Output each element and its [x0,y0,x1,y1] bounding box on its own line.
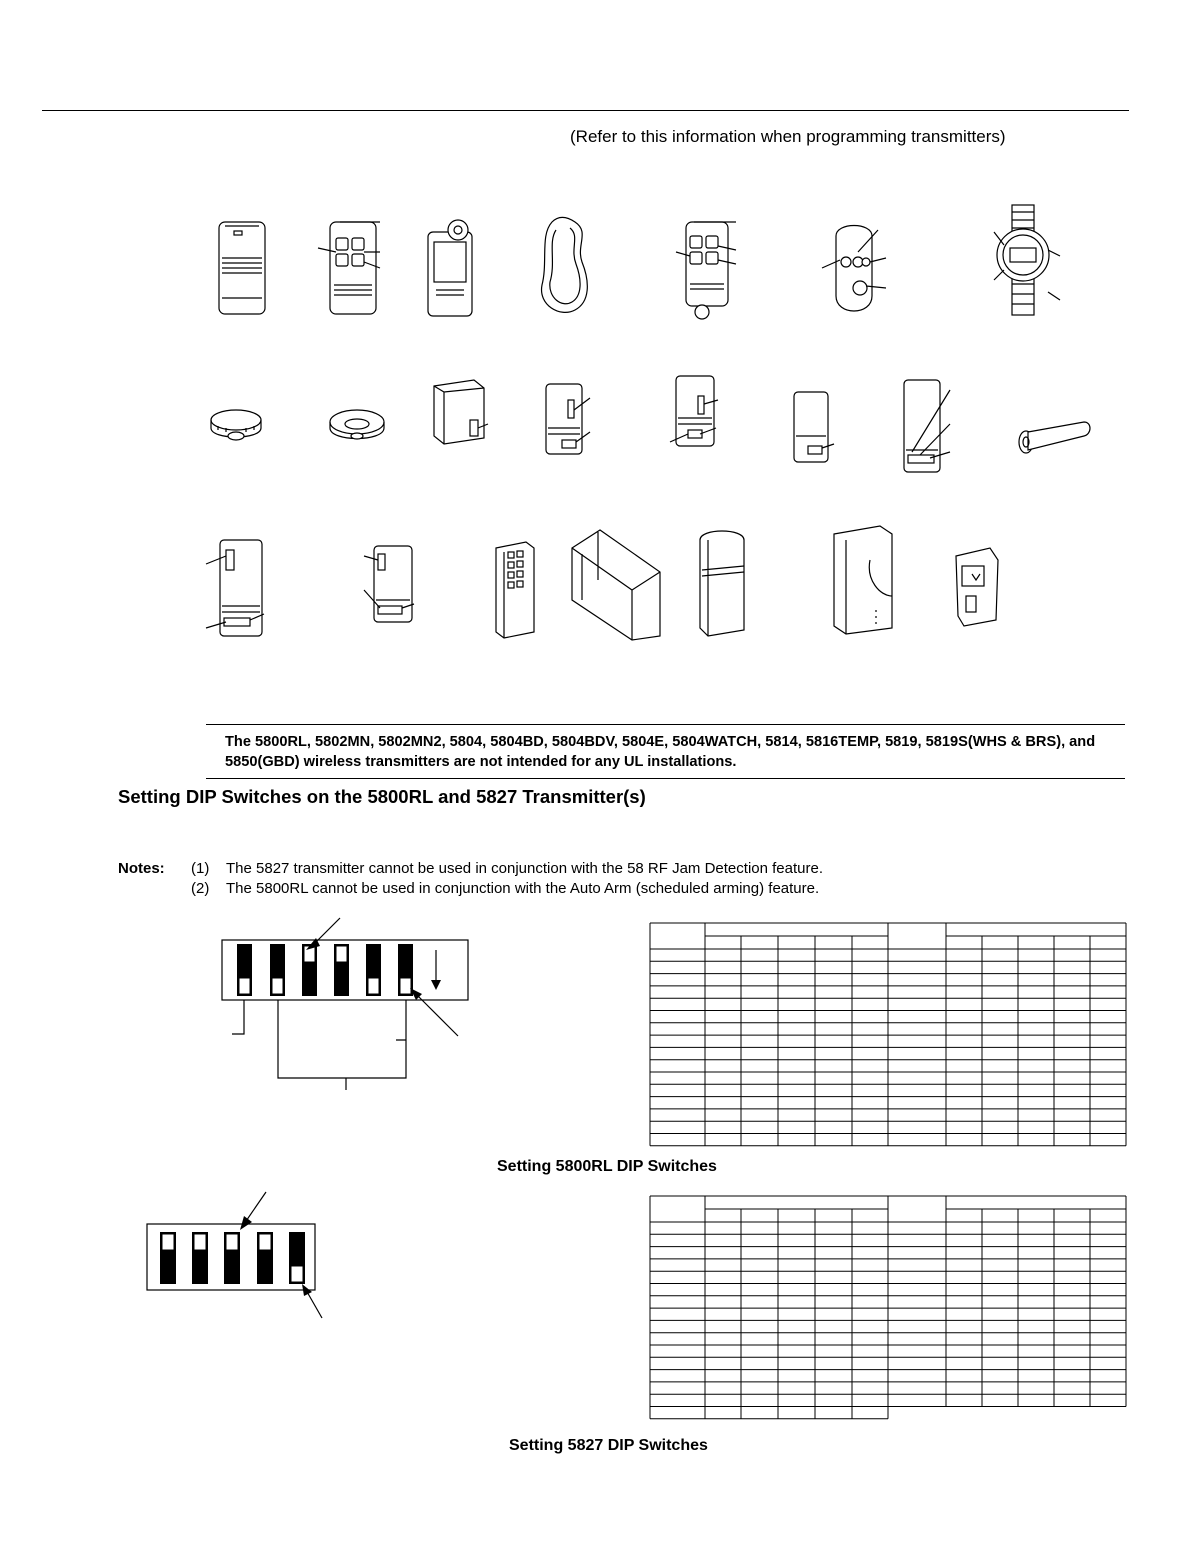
wireless-thermostat-module-icon [834,526,892,634]
recessed-transmitter-plunger-icon [1019,422,1090,453]
dip-switch-knob [368,978,379,994]
caption-5800rl: Setting 5800RL DIP Switches [497,1158,717,1175]
dip-switch-knob [194,1234,206,1250]
dip-switch-knob [226,1234,238,1250]
transmitter-4-button-fob-icon [318,222,380,314]
dip-switch-knob [336,946,347,962]
contact-transmitter-square-icon [434,380,488,444]
dip-switch-knob [162,1234,174,1250]
smoke-detector-low-icon [211,410,261,440]
notes-label: Notes: [118,860,165,877]
dip-switch-5827-diagram [0,0,340,140]
ul-warning: The 5800RL, 5802MN, 5802MN2, 5804, 5804BD, 5804BDV, 5804E, 5804WATCH, 5814, 5816TEMP, 5819, 5819S(WHS & BRS), and 5850(GBD) wireless transmitters are not intended for any UL installations. [225,734,1096,770]
contact-transmitter-medium-icon [670,376,718,446]
contact-transmitter-tall-icon [904,380,950,472]
refer-note: (Refer to this information when programming transmitters) [570,127,1006,146]
wireless-console-box-icon [572,530,660,640]
caption-5827: Setting 5827 DIP Switches [509,1437,708,1454]
transmitter-wristwatch-icon [994,205,1060,315]
note-text: The 5800RL cannot be used in conjunction with the Auto Arm (scheduled arming) feature. [226,880,820,897]
dip-switch-knob [272,978,283,994]
note-number: (2) [191,880,210,897]
transmitter-tall-dip-icon [206,540,264,636]
transmitter-3-button-fob-icon [822,226,886,312]
contact-transmitter-small-icon [546,384,590,454]
dip-switch-knob [259,1234,271,1250]
note-text: The 5827 transmitter cannot be used in conjunction with the 58 RF Jam Detection feature. [226,860,823,877]
dip-switch-knob [291,1266,303,1282]
wireless-panel-slim-icon [700,531,744,636]
dip-table-5827-grid [650,1196,1126,1419]
section-heading: Setting DIP Switches on the 5800RL and 5827 Transmitter(s) [118,786,646,807]
contact-transmitter-mini-icon [794,392,834,462]
transmitter-keychain-pendant-icon [428,220,472,316]
note-number: (1) [191,860,210,877]
dip-switch-knob [400,978,411,994]
dip-table-5800rl-grid [650,923,1126,1146]
transmitter-5804-icon [219,222,265,314]
warning-rule-bottom [206,778,1125,779]
transmitter-4-button-keychain-icon [676,222,736,319]
smoke-detector-ring-icon [330,410,384,439]
wireless-keypad-icon [496,542,534,638]
wireless-sensor-tilt-icon [956,548,998,626]
transmitter-small-dip-icon [364,546,414,622]
transmitter-pendant-loop-icon [542,218,588,313]
dip-switch-knob [239,978,250,994]
warning-rule-top [206,724,1125,725]
